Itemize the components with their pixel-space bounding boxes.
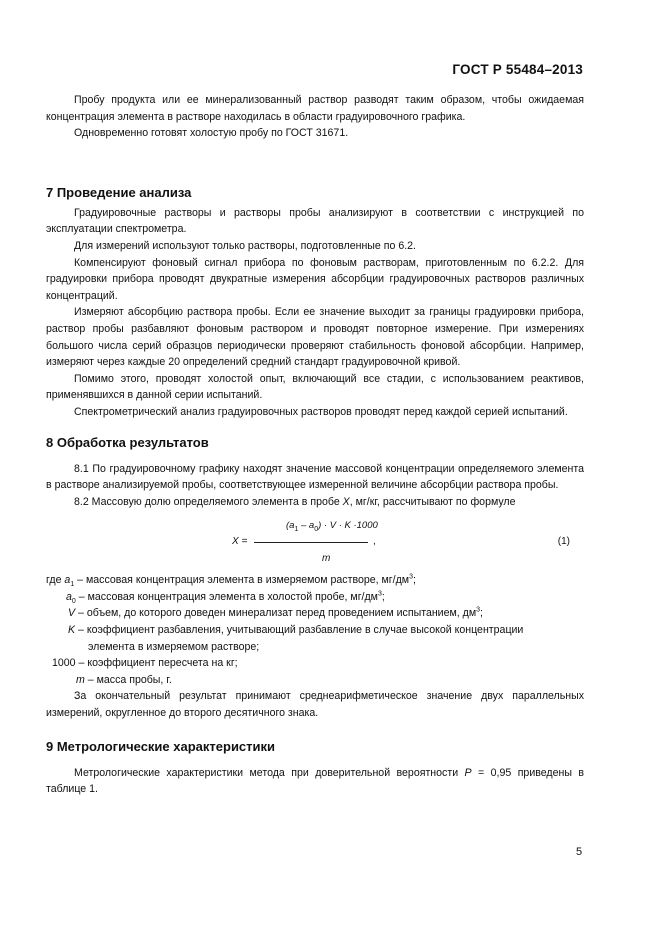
section-7-title: 7 Проведение анализа — [46, 184, 192, 200]
formula-denominator: m — [322, 553, 331, 565]
equation-number: (1) — [557, 536, 570, 548]
section-7-paragraph-2: Для измерений используют только растворы, подготовленные по 6.2. — [74, 239, 416, 252]
intro-paragraph-2: Одновременно готовят холостую пробу по ГОСТ 31671. — [74, 127, 349, 140]
section-7-paragraph-1: Градуировочные растворы и растворы пробы анализируют в соответствии с инструкцией по эксплуатации спектрометра. — [46, 206, 584, 236]
definition-k: K – коэффициент разбавления, учитывающий разбавление в случае высокой концентрации — [68, 624, 524, 637]
formula-lhs: X = — [232, 536, 248, 548]
section-8-paragraph-1: 8.1 По градуировочному графику находят значение массовой концентрации определяемого элемента в растворе анализируемой пробы, соответствующее измеренной величине абсорбции раствора пробы. — [46, 462, 584, 492]
intro-paragraph-1: Пробу продукта или ее минерализованный раствор разводят таким образом, чтобы ожидаемая концентрация элемента в растворе находилась в области градуировочного графика. — [46, 94, 584, 123]
definition-v: V – объем, до которого доведен минерализат перед проведением испытанием, $дм^3$; — [68, 606, 483, 620]
formula-definitions — [46, 572, 584, 688]
definition-a1: где $a_1$ – массовая концентрация элемента в измеряемом растворе, $мг/дм^3$; — [46, 573, 416, 589]
definition-k-continued: элемента в измеряемом растворе; — [88, 640, 260, 653]
section-8-paragraph-2: 8.2 Массовую долю определяемого элемента в пробе X, мг/кг, рассчитывают по формуле — [74, 495, 516, 508]
definition-a0: $a_0$ – массовая концентрация элемента в холостой пробе, $мг/дм^3$; — [66, 590, 385, 605]
page-content — [46, 92, 584, 798]
formula-comma: , — [373, 536, 376, 548]
section-8-title: 8 Обработка результатов — [46, 434, 209, 450]
section-7-paragraph-3: Компенсируют фоновый сигнал прибора по фоновым растворам, приготовленным по 6.2.2. Для градуировки прибора проводят двукратные измерения абсорбции градуировочных растворов различных концентраций. — [46, 256, 584, 302]
section-7-paragraph-4: Измеряют абсорбцию раствора пробы. Если ее значение выходит за границы градуировки прибора, раствор пробы разбавляют фоновым раствором и проводят повторное измерение. При измерениях большого числа серий образцов периодически проверяют стабильность фоновой абсорбции. Например, измеряют через каждые 20 определений средний стандарт градуировочной кривой. — [46, 306, 584, 369]
section-8-paragraph-3: За окончательный результат принимают среднеарифметическое значение двух параллельных измерений, округленное до второго десятичного знака. — [46, 690, 584, 720]
standard-designation: ГОСТ Р 55484–2013 — [452, 62, 583, 77]
section-7-paragraph-5: Помимо этого, проводят холостой опыт, включающий все стадии, с использованием реактивов, применявшихся в данной серии испытаний. — [46, 372, 584, 402]
fraction-bar — [254, 542, 368, 543]
section-9-title: 9 Метрологические характеристики — [46, 738, 276, 754]
section-7-paragraph-6: Спектрометрический анализ градуировочных растворов проводят перед каждой серией испытаний. — [74, 405, 568, 418]
section-9-paragraph-1: Метрологические характеристики метода при доверительной вероятности P = 0,95 приведены в таблице 1. — [46, 766, 584, 796]
formula-numerator: $(a_1 - a_0) \cdot V \cdot K \cdot 1000$ — [286, 520, 378, 534]
definition-m: m – масса пробы, г. — [76, 673, 172, 686]
definition-1000: 1000 – коэффициент пересчета на кг; — [52, 657, 238, 670]
page-number: 5 — [576, 846, 583, 858]
formula-1 — [46, 512, 584, 572]
